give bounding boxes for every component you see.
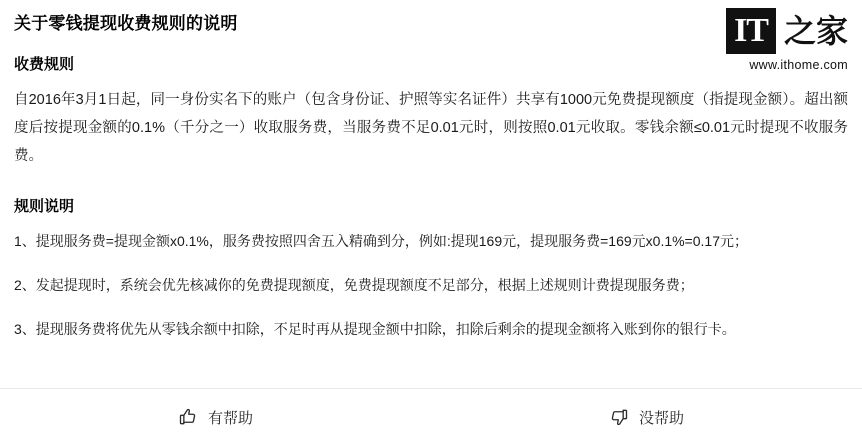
not-helpful-label: 没帮助 bbox=[638, 409, 684, 427]
not-helpful-button[interactable] bbox=[431, 389, 862, 445]
thumbs-down-icon bbox=[609, 407, 629, 427]
section-paragraph-fees: 自2016年3月1日起，同一身份实名下的账户（包含身份证、护照等实名证件）共享有1000元免费提现额度（指提现金额）。超出额度后按提现金额的0.1%（千分之一）收取服务费，当服务费不足0.01元时，则按照0.01元收取。零钱余额≤0.01元时提现不收服务费。 bbox=[14, 92, 848, 164]
logo-cn-text: 之家 bbox=[783, 13, 848, 49]
helpful-button[interactable] bbox=[0, 389, 431, 445]
logo-it-text: IT bbox=[726, 8, 776, 54]
section-heading-rules: 规则说明 bbox=[14, 198, 75, 215]
rules-section bbox=[14, 196, 848, 342]
page-title: 关于零钱提现收费规则的说明 bbox=[14, 14, 238, 33]
section-heading-fees: 收费规则 bbox=[14, 56, 75, 73]
logo-url-text: www.ithome.com bbox=[749, 58, 848, 72]
list-item: 2、发起提现时，系统会优先核减你的免费提现额度，免费提现额度不足部分，根据上述规则计费提现服务费； bbox=[14, 277, 694, 293]
list-item: 1、提现服务费=提现金额x0.1%，服务费按照四舍五入精确到分，例如:提现169元，提现服务费=169元x0.1%=0.17元； bbox=[14, 233, 748, 249]
feedback-bar bbox=[0, 388, 862, 445]
helpful-label: 有帮助 bbox=[207, 409, 253, 427]
list-item: 3、提现服务费将优先从零钱余额中扣除，不足时再从提现金额中扣除，扣除后剩余的提现金额将入账到你的银行卡。 bbox=[14, 321, 736, 337]
logo-mark bbox=[688, 8, 848, 54]
ithome-watermark bbox=[688, 8, 848, 72]
thumbs-up-icon bbox=[178, 407, 198, 427]
